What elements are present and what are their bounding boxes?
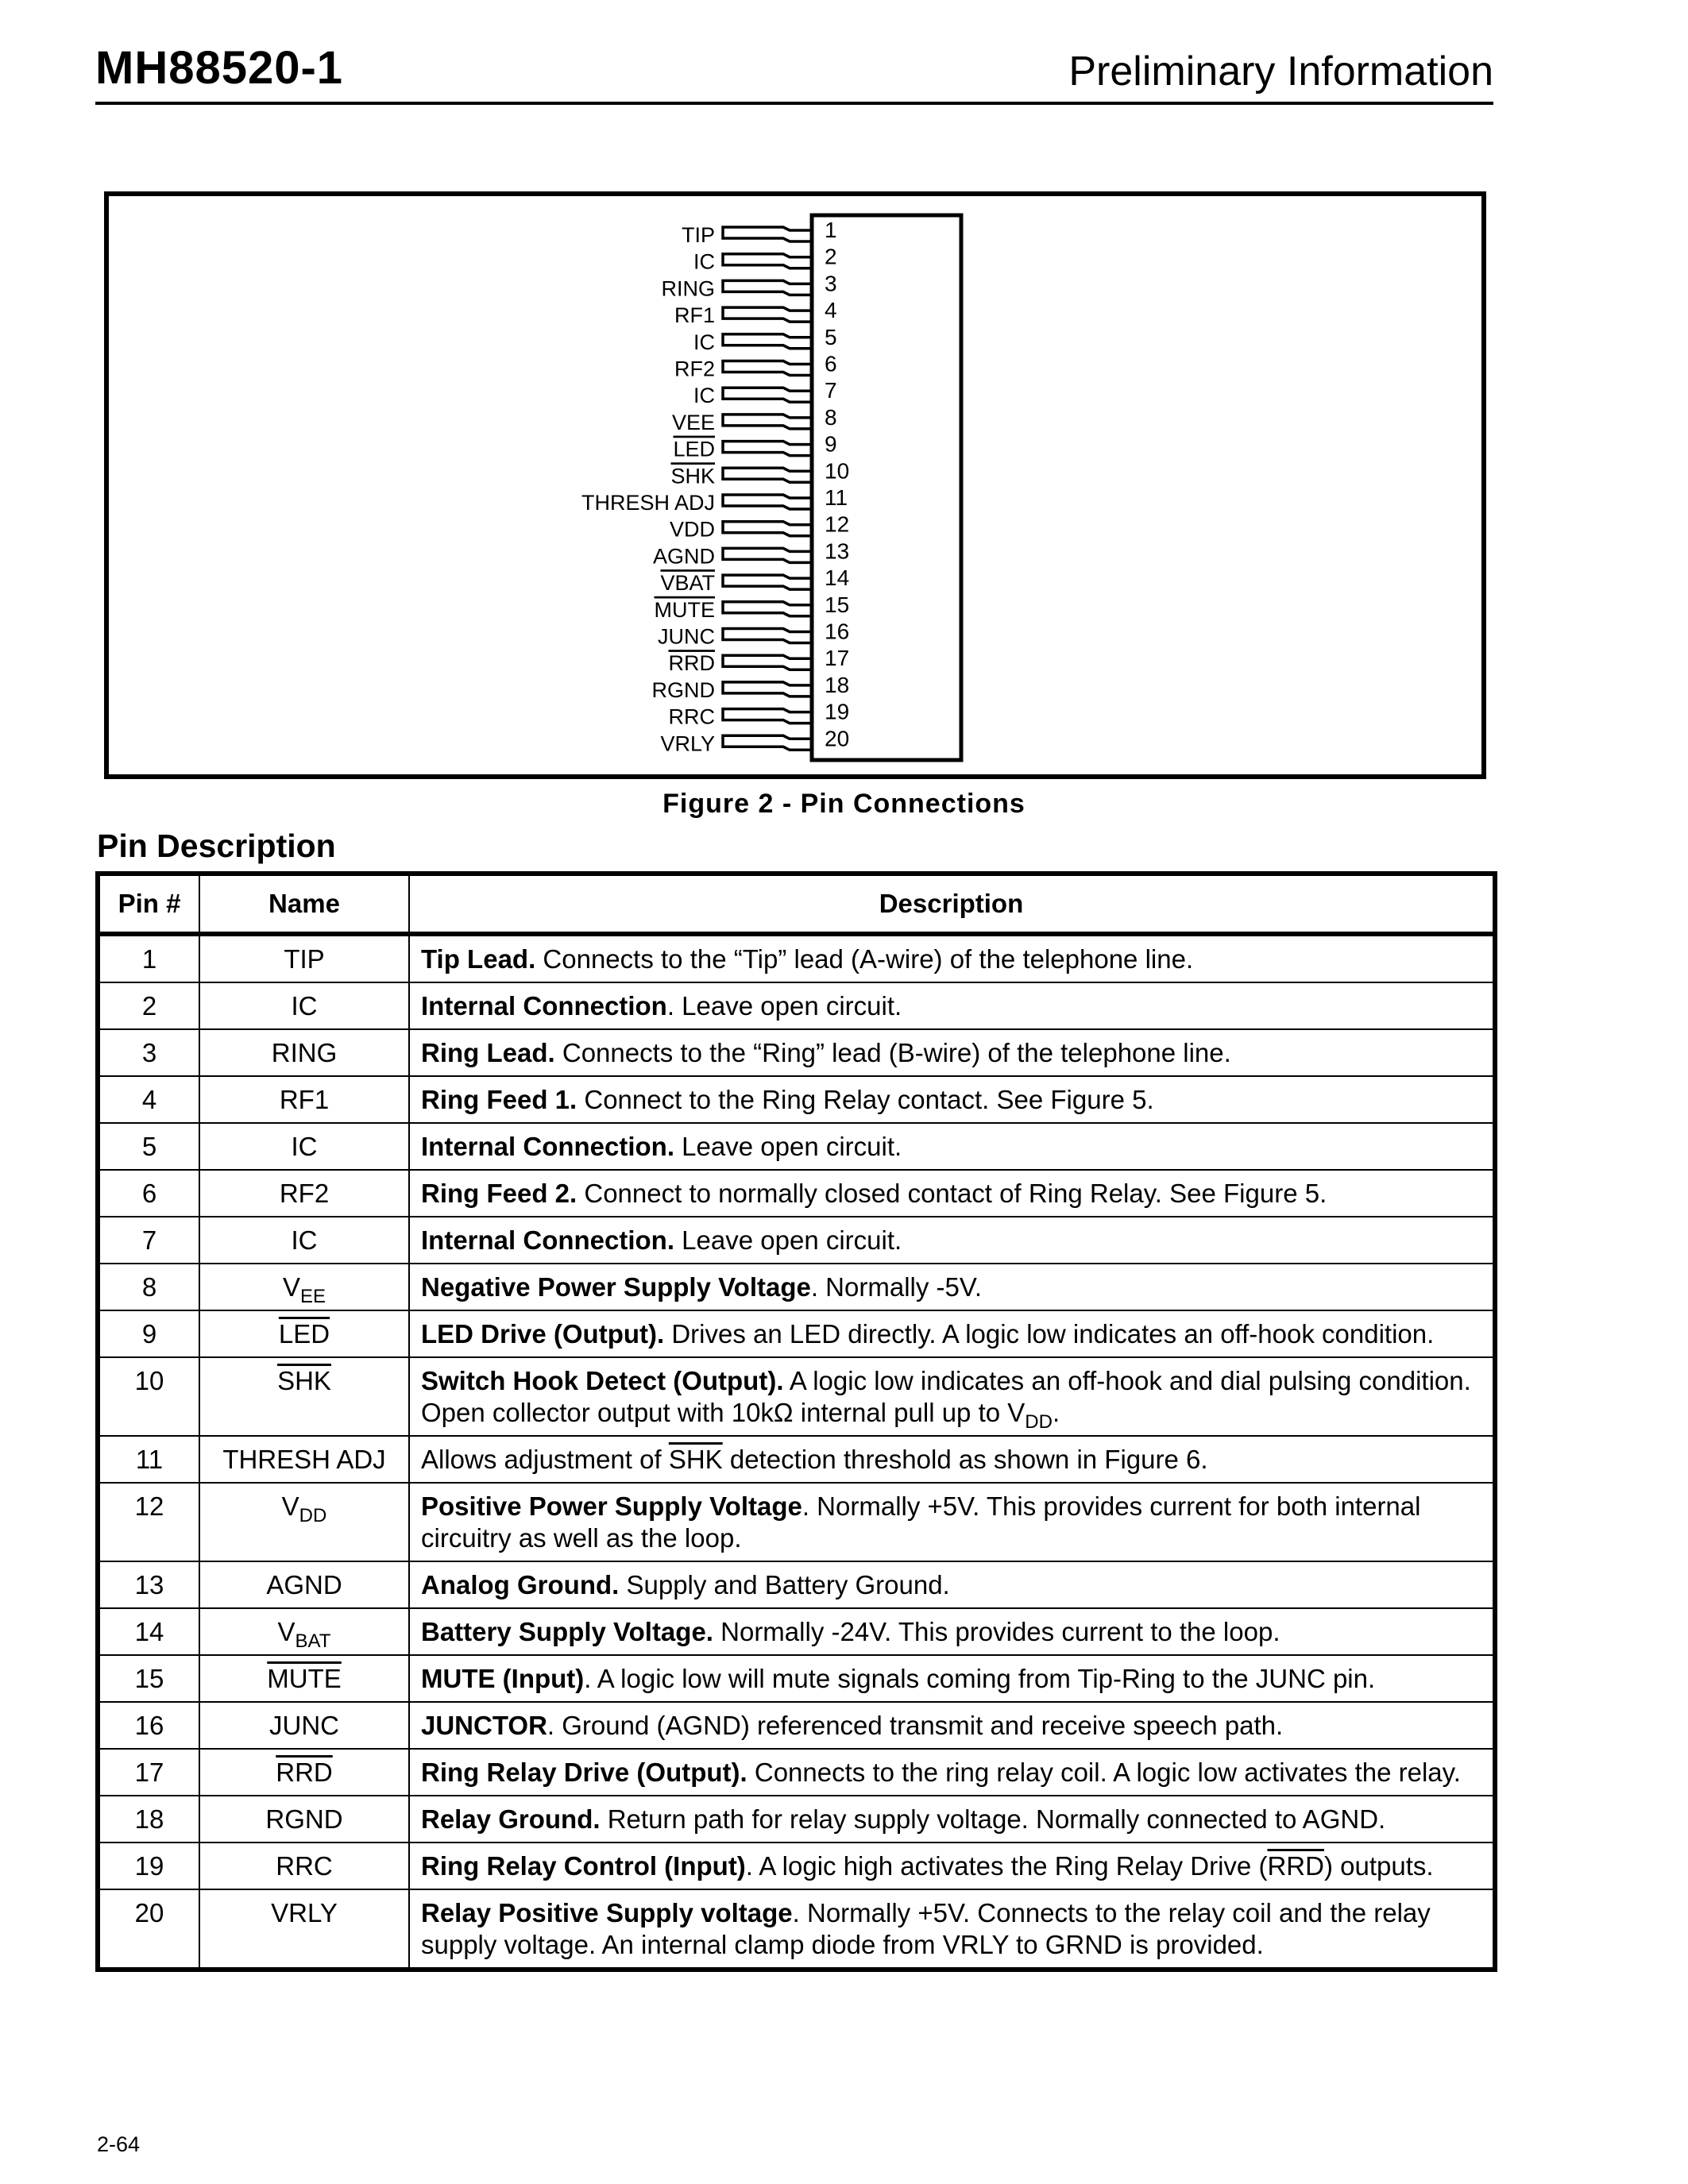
pin-number-cell: 16 (98, 1702, 199, 1749)
pin-number-label: 6 (825, 351, 837, 376)
pin-description-cell (409, 1608, 1495, 1655)
pin-11 (581, 485, 848, 515)
pin-12 (670, 512, 849, 542)
pin-lead (723, 442, 812, 456)
description-term: Ring Relay Control (Input) (421, 1851, 746, 1881)
pin-description-cell (409, 1170, 1495, 1217)
pin-number-label: 12 (825, 511, 850, 537)
pin-number-label: 19 (825, 699, 850, 724)
pin-name-cell (199, 1029, 409, 1076)
pin-number-cell: 4 (98, 1076, 199, 1123)
pin-16 (658, 619, 849, 649)
description-text: Connects to the “Ring” lead (B-wire) of the telephone line. (554, 1038, 1231, 1067)
description-overlined-signal: $\overline{SHK}$ (668, 1445, 723, 1474)
pin-name: $\overline{SHK}$ (277, 1366, 331, 1395)
pin-lead (723, 468, 812, 482)
pin-description-cell (409, 1436, 1495, 1483)
table-row (98, 1483, 1495, 1561)
pin-number-cell: 17 (98, 1749, 199, 1796)
pin-name-label: VRLY (660, 731, 715, 756)
pin-name-cell (199, 1264, 409, 1310)
pin-lead (723, 602, 812, 616)
pin-number-cell: 2 (98, 982, 199, 1029)
pin-name: V (282, 1272, 300, 1302)
pin-name-label: SHK (670, 464, 715, 488)
description-text: . Normally +5V. Connects to the relay coil and the relay supply voltage. An internal clamp diode from VRLY to GRND is provided. (421, 1898, 1431, 1959)
description-tail: ) outputs. (1323, 1851, 1434, 1881)
pin-19 (669, 700, 850, 729)
pin-name-label: TIP (681, 223, 715, 247)
description-text: Connect to the Ring Relay contact. See Figure 5. (577, 1085, 1154, 1114)
description-text: . A logic low will mute signals coming from Tip-Ring to the JUNC pin. (584, 1664, 1376, 1693)
description-text: Connects to the “Tip” lead (A-wire) of the telephone line. (535, 944, 1194, 974)
table-row (98, 1310, 1495, 1357)
pin-number-label: 10 (825, 458, 850, 484)
table-row (98, 1889, 1495, 1970)
pin-name-cell (199, 982, 409, 1029)
pin-number-label: 4 (825, 298, 837, 323)
description-term: Switch Hook Detect (Output). (421, 1366, 784, 1395)
pin-name-subscript: EE (300, 1286, 326, 1307)
description-subscript: DD (1025, 1411, 1053, 1433)
pin-number-cell: 11 (98, 1436, 199, 1483)
pin-number-label: 17 (825, 646, 850, 671)
pin-name-label: AGND (652, 544, 715, 569)
description-text: Return path for relay supply voltage. Normally connected to AGND. (600, 1804, 1386, 1834)
pin-number-label: 15 (825, 592, 850, 617)
description-text: Leave open circuit. (674, 1132, 902, 1161)
table-row (98, 1264, 1495, 1310)
description-term: Internal Connection. (421, 1132, 675, 1161)
pin-description-cell (409, 1076, 1495, 1123)
table-row (98, 1170, 1495, 1217)
description-term: Negative Power Supply Voltage (421, 1272, 811, 1302)
pin-name-subscript: DD (299, 1505, 327, 1526)
description-term: Ring Lead. (421, 1038, 555, 1067)
pin-name-label: RGND (651, 677, 715, 702)
description-term: Battery Supply Voltage. (421, 1617, 713, 1646)
table-row (98, 982, 1495, 1029)
pin-number-label: 8 (825, 404, 837, 430)
pin-name-label: RRD (668, 651, 715, 676)
pin-description-cell (409, 934, 1495, 982)
pin-description-cell (409, 1561, 1495, 1608)
description-term: Analog Ground. (421, 1570, 620, 1599)
description-term: Ring Feed 1. (421, 1085, 577, 1114)
pin-name-label: RRC (668, 704, 715, 729)
table-row (98, 1608, 1495, 1655)
pin-number-label: 7 (825, 378, 837, 403)
pin-name: V (277, 1617, 295, 1646)
document-status: Preliminary Information (1068, 48, 1493, 95)
pin-connections-figure (104, 191, 1486, 779)
table-row (98, 1796, 1495, 1843)
pin-name-cell (199, 1483, 409, 1561)
figure-caption: Figure 2 - Pin Connections (662, 789, 1026, 819)
pin-description-cell (409, 1264, 1495, 1310)
pin-name-cell (199, 1889, 409, 1970)
pin-name-cell (199, 1123, 409, 1170)
pin-lead (723, 254, 812, 268)
description-text: Leave open circuit. (674, 1225, 902, 1255)
description-term: Ring Relay Drive (Output). (421, 1758, 747, 1787)
header-description: Description (409, 874, 1495, 934)
table-row (98, 1357, 1495, 1436)
pin-name: RING (271, 1038, 338, 1067)
pin-name-label: MUTE (654, 597, 715, 622)
pin-7 (693, 378, 837, 407)
pin-name-label: RF1 (674, 303, 715, 328)
pin-description-cell (409, 1357, 1495, 1436)
pin-name-label: LED (673, 437, 715, 461)
pin-name: V (281, 1491, 299, 1521)
description-term: Relay Ground. (421, 1804, 601, 1834)
pin-name: IC (291, 1132, 318, 1161)
pin-lead (723, 227, 812, 241)
pin-number-cell: 1 (98, 934, 199, 982)
pin-name-subscript: BAT (295, 1630, 331, 1652)
pin-name-cell (199, 1436, 409, 1483)
pin-name: THRESH ADJ (222, 1445, 386, 1474)
table-row (98, 934, 1495, 982)
pin-name-cell (199, 1843, 409, 1889)
pin-name-label: IC (693, 330, 715, 354)
pin-number-cell: 13 (98, 1561, 199, 1608)
pin-name-cell (199, 1655, 409, 1702)
pin-10 (670, 458, 849, 488)
pin-description-cell (409, 1029, 1495, 1076)
description-term: MUTE (Input) (421, 1664, 585, 1693)
pin-number-label: 3 (825, 271, 837, 296)
pin-diagram (109, 196, 1481, 774)
pin-name-cell (199, 1310, 409, 1357)
pin-name-cell (199, 1217, 409, 1264)
description-text: . Normally -5V. (810, 1272, 983, 1302)
pin-description-cell (409, 1483, 1495, 1561)
pin-name: RF2 (279, 1179, 330, 1208)
pin-13 (653, 538, 849, 568)
pin-5 (693, 325, 837, 354)
pin-lead (723, 307, 812, 322)
pin-name-label: RF2 (674, 357, 715, 381)
pin-number-cell: 6 (98, 1170, 199, 1217)
pin-number-cell: 5 (98, 1123, 199, 1170)
pin-number-cell: 8 (98, 1264, 199, 1310)
pin-number-label: 18 (825, 672, 850, 697)
pin-number-label: 20 (825, 726, 850, 751)
pin-description-cell (409, 1123, 1495, 1170)
pin-number-cell: 9 (98, 1310, 199, 1357)
pin-description-cell (409, 1217, 1495, 1264)
pin-17 (669, 646, 850, 675)
pin-number-cell: 7 (98, 1217, 199, 1264)
pin-name-label: THRESH ADJ (581, 491, 715, 515)
pin-description-cell (409, 1749, 1495, 1796)
description-tail: detection threshold as shown in Figure 6. (722, 1445, 1208, 1474)
pin-lead (723, 388, 812, 402)
pin-18 (652, 673, 850, 702)
pin-name-cell (199, 1702, 409, 1749)
pin-lead (723, 280, 812, 295)
pin-lead (723, 415, 812, 429)
table-row (98, 1749, 1495, 1796)
pin-number-label: 14 (825, 565, 850, 591)
pin-description-cell (409, 982, 1495, 1029)
pin-15 (655, 592, 850, 622)
description-term: Ring Feed 2. (421, 1179, 577, 1208)
description-term: Relay Positive Supply voltage (421, 1898, 793, 1927)
pin-name-cell (199, 1608, 409, 1655)
header-pin: Pin # (98, 874, 199, 934)
header-name: Name (199, 874, 409, 934)
table-row (98, 1702, 1495, 1749)
pin-lead (723, 548, 812, 562)
pin-number-label: 1 (825, 218, 837, 242)
description-text: Normally -24V. This provides current to the loop. (713, 1617, 1280, 1646)
pin-number-label: 13 (825, 538, 850, 564)
pin-name-cell (199, 1796, 409, 1843)
pin-lead (723, 682, 812, 696)
pin-number-cell: 14 (98, 1608, 199, 1655)
pin-name: RF1 (279, 1085, 330, 1114)
pin-number-cell: 18 (98, 1796, 199, 1843)
pin-20 (660, 726, 849, 755)
pin-lead (723, 334, 812, 349)
table-row (98, 1123, 1495, 1170)
pin-lead (723, 495, 812, 509)
table-row (98, 1029, 1495, 1076)
description-text: Drives an LED directly. A logic low indicates an off-hook condition. (664, 1319, 1435, 1349)
description-term: Internal Connection. (421, 1225, 675, 1255)
pin-number-label: 11 (825, 485, 848, 510)
section-title: Pin Description (97, 828, 336, 864)
pin-lead (723, 575, 812, 589)
description-overlined-signal: $\overline{RRD}$ (1267, 1851, 1324, 1881)
table-row (98, 1843, 1495, 1889)
pin-description-cell (409, 1796, 1495, 1843)
pin-number-cell: 15 (98, 1655, 199, 1702)
pin-lead (723, 629, 812, 643)
page-number: 2-64 (97, 2132, 141, 2156)
description-text: . Ground (AGND) referenced transmit and receive speech path. (547, 1711, 1284, 1740)
pin-name-cell (199, 934, 409, 982)
pin-name-cell (199, 1076, 409, 1123)
table-row (98, 1217, 1495, 1264)
pin-name: AGND (266, 1570, 342, 1599)
pin-description-cell (409, 1655, 1495, 1702)
description-term: Positive Power Supply Voltage (421, 1491, 802, 1521)
pin-name: IC (291, 1225, 318, 1255)
description-text: Connect to normally closed contact of Ring Relay. See Figure 5. (577, 1179, 1327, 1208)
pin-lead (723, 361, 812, 376)
pin-number-cell: 10 (98, 1357, 199, 1436)
pin-description-cell (409, 1889, 1495, 1970)
pin-2 (693, 245, 837, 274)
pin-number-label: 2 (825, 244, 837, 269)
description-text: A logic low indicates an off-hook and dial pulsing condition. Open collector output with 10kΩ internal pull up to V (421, 1366, 1471, 1427)
description-text: Supply and Battery Ground. (619, 1570, 950, 1599)
table-header-row (98, 874, 1495, 934)
table-row (98, 1436, 1495, 1483)
table-row (98, 1655, 1495, 1702)
table-row (98, 1076, 1495, 1123)
description-term: JUNCTOR (421, 1711, 547, 1740)
pin-name: VRLY (271, 1898, 338, 1927)
pin-number-label: 16 (825, 619, 850, 644)
pin-name: JUNC (269, 1711, 339, 1740)
pin-number-cell: 12 (98, 1483, 199, 1561)
pin-number-cell: 20 (98, 1889, 199, 1970)
description-text: . Leave open circuit. (666, 991, 902, 1021)
pin-number-label: 9 (825, 431, 837, 457)
pin-number-cell: 19 (98, 1843, 199, 1889)
pin-number-cell: 3 (98, 1029, 199, 1076)
header-rule (95, 102, 1493, 105)
pin-name-cell (199, 1561, 409, 1608)
pin-name-cell (199, 1749, 409, 1796)
pin-name-label: RING (661, 276, 715, 301)
pin-name: IC (291, 991, 318, 1021)
pin-description-cell (409, 1310, 1495, 1357)
pin-name-cell (199, 1170, 409, 1217)
pin-name: RRC (276, 1851, 333, 1881)
pin-name-label: VBAT (660, 571, 715, 596)
pin-name: TIP (284, 944, 325, 974)
description-text: Connects to the ring relay coil. A logic low activates the relay. (747, 1758, 1461, 1787)
pin-description-cell (409, 1843, 1495, 1889)
description-term: Internal Connection (421, 991, 667, 1021)
description-term: Tip Lead. (421, 944, 536, 974)
pin-name: RGND (265, 1804, 343, 1834)
pin-name-label: VEE (671, 410, 715, 434)
pin-name: MUTE (267, 1664, 342, 1693)
description-tail: . (1052, 1398, 1060, 1427)
description-text: Allows adjustment of (421, 1445, 669, 1474)
pin-lead (723, 655, 812, 669)
pin-description-table (95, 871, 1497, 1972)
pin-14 (660, 565, 849, 595)
description-term: LED Drive (Output). (421, 1319, 665, 1349)
description-text: . A logic high activates the Ring Relay Drive ( (745, 1851, 1268, 1881)
description-text: . Normally +5V. This provides current for both internal circuitry as well as the loop. (421, 1491, 1421, 1553)
pin-number-label: 5 (825, 324, 837, 349)
pin-lead (723, 709, 812, 723)
pin-lead (723, 735, 812, 750)
part-number: MH88520-1 (95, 42, 344, 94)
pin-name: $\overline{RRD}$ (276, 1758, 333, 1787)
pin-name-label: VDD (669, 517, 715, 542)
pin-name-label: JUNC (658, 624, 715, 649)
pin-name-cell (199, 1357, 409, 1436)
pin-description-cell (409, 1702, 1495, 1749)
pin-lead (723, 522, 812, 536)
table-row (98, 1561, 1495, 1608)
pin-name: $\overline{LED}$ (278, 1319, 330, 1349)
pin-name-label: IC (693, 249, 715, 274)
pin-name-label: IC (693, 384, 715, 408)
